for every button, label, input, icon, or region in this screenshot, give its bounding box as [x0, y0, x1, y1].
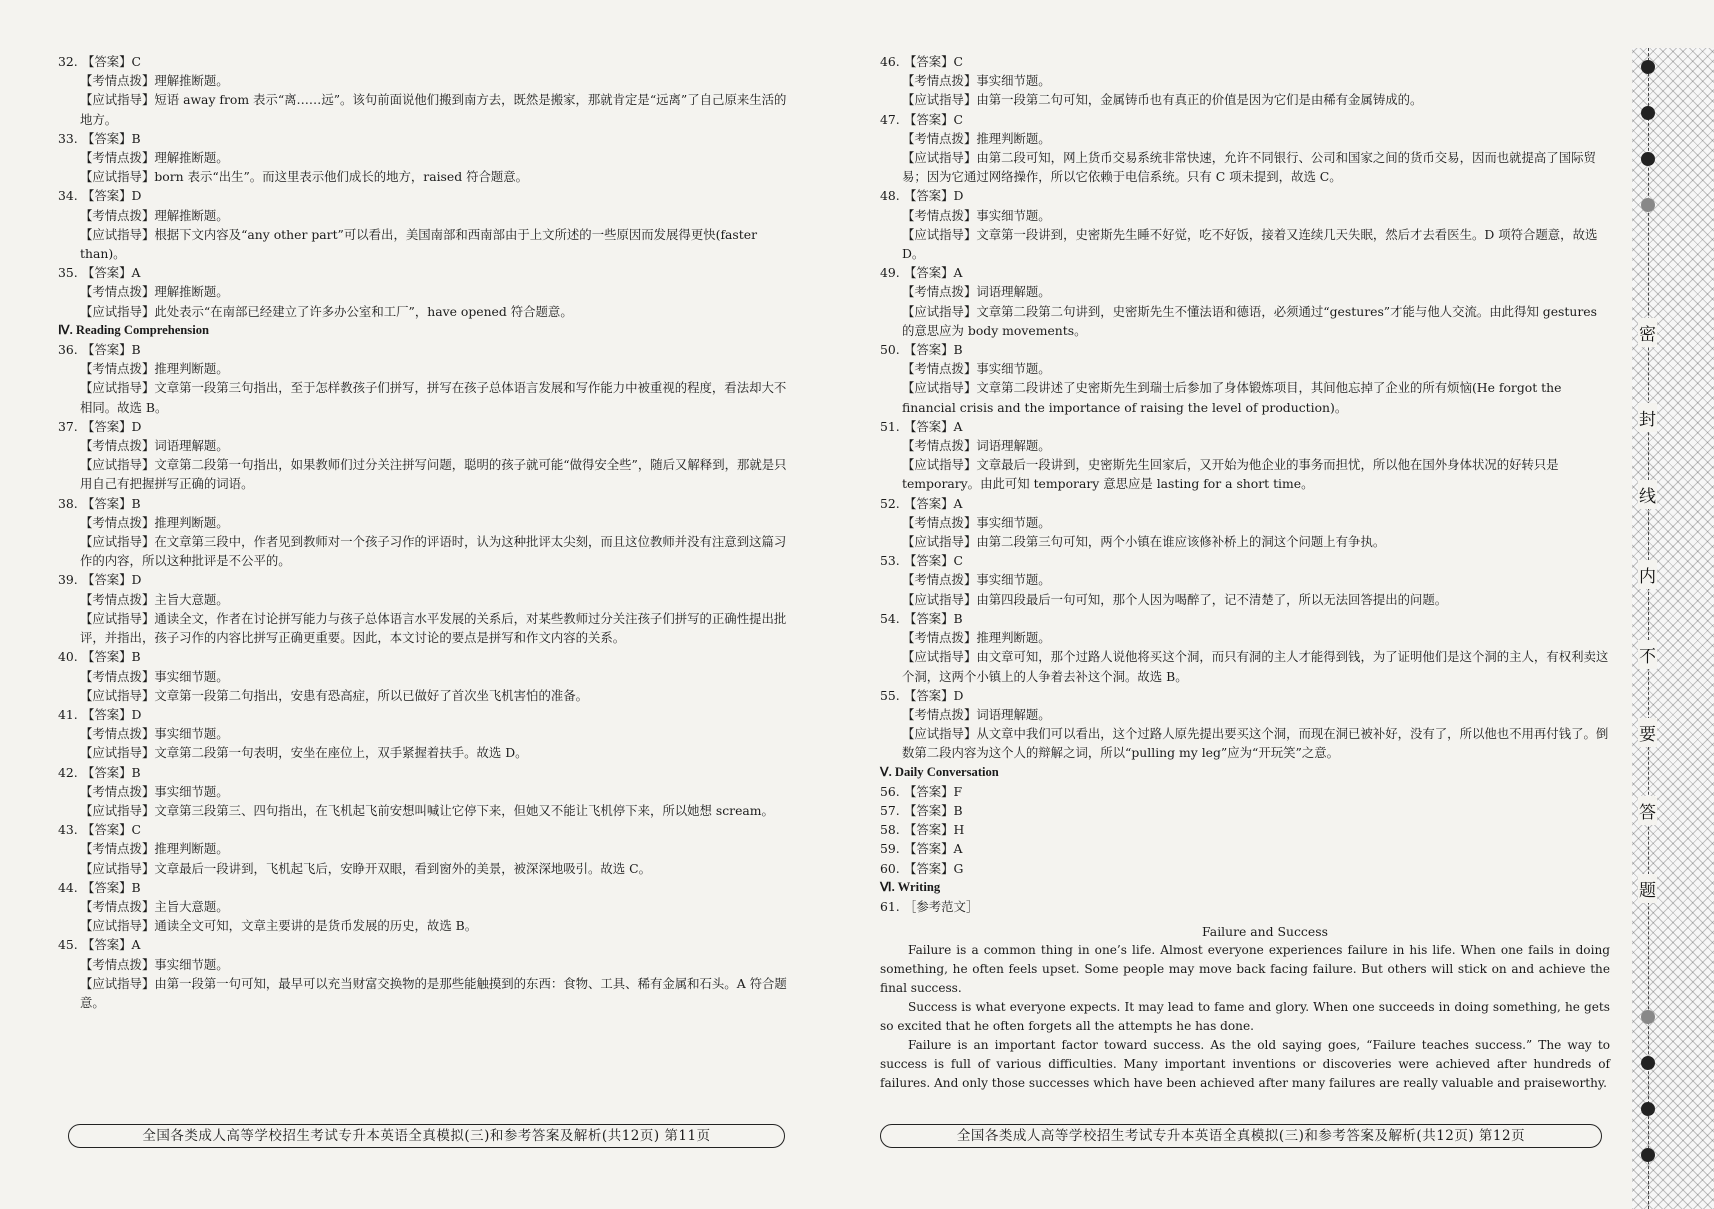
exam-point-text: 【考情点拨】理解推断题。	[80, 207, 229, 223]
guidance	[58, 532, 788, 570]
exam-point	[880, 129, 1610, 148]
guidance-text: 【应试指导】由第四段最后一句可知，那个人因为喝醉了，记不清楚了，所以无法回答提出的问题。	[902, 591, 1448, 607]
guidance-text: 【应试指导】文章第二段讲述了史密斯先生到瑞士后参加了身体锻炼项目，其间他忘掉了企业的所有烦恼(He forgot the financial crisis and the importance of raising the level of production)。	[902, 380, 1562, 415]
right-page	[880, 52, 1610, 1093]
guidance-text: 【应试指导】通读全文可知，文章主要讲的是货币发展的历史，故选 B。	[80, 918, 478, 934]
question-number: 57.	[880, 802, 900, 818]
binding-strip	[1632, 48, 1714, 1209]
answer-line	[58, 570, 788, 589]
answer-line	[58, 820, 788, 839]
exam-point	[58, 897, 788, 916]
answer-line	[880, 494, 1610, 513]
exam-point-text: 【考情点拨】词语理解题。	[902, 706, 1051, 722]
guidance	[58, 743, 788, 762]
exam-point-text: 【考情点拨】事实细节题。	[902, 572, 1051, 588]
guidance	[880, 590, 1610, 609]
guidance-text: 【应试指导】born 表示“出生”。而这里表示他们成长的地方，raised 符合题意。	[80, 169, 529, 185]
answer-entry	[880, 263, 1610, 340]
answer-text: 【答案】B	[82, 495, 141, 511]
answer-text: 【答案】D	[904, 687, 964, 703]
guidance	[880, 532, 1610, 551]
answer-text: 【答案】C	[904, 553, 964, 569]
question-number: 52.	[880, 495, 900, 511]
question-number: 37.	[58, 418, 78, 434]
guidance	[58, 167, 788, 186]
exam-point	[58, 359, 788, 378]
binding-hole-icon	[1641, 106, 1655, 120]
exam-point	[880, 282, 1610, 301]
exam-point-text: 【考情点拨】事实细节题。	[80, 783, 229, 799]
seal-line-char: 不	[1638, 640, 1657, 669]
question-number: 51.	[880, 418, 900, 434]
answer-line	[58, 417, 788, 436]
binding-hole-icon	[1641, 152, 1655, 166]
exam-point-text: 【考情点拨】推理判断题。	[80, 514, 229, 530]
guidance	[880, 724, 1610, 762]
answer-entry	[58, 129, 788, 187]
seal-line-char: 内	[1638, 560, 1657, 589]
guidance-text: 【应试指导】由第一段第一句可知，最早可以充当财富交换物的是那些能触摸到的东西：食物、工具、稀有金属和石头。A 符合题意。	[80, 975, 787, 1010]
answer-entry	[58, 878, 788, 936]
exam-point-text: 【考情点拨】理解推断题。	[80, 284, 229, 300]
exam-point	[880, 71, 1610, 90]
exam-point	[58, 955, 788, 974]
answer-entry	[58, 820, 788, 878]
question-number: 47.	[880, 111, 900, 127]
answer-text: 【答案】D	[82, 418, 142, 434]
exam-point-text: 【考情点拨】词语理解题。	[80, 438, 229, 454]
guidance-text: 【应试指导】文章第一段第三句指出，至于怎样教孩子们拼写，拼写在孩子总体语言发展和写作能力中被重视的程度，看法却大不相同。故选 B。	[80, 380, 787, 415]
answer-line	[880, 609, 1610, 628]
answer-line	[58, 935, 788, 954]
guidance-text: 【应试指导】文章第二段第一句表明，安坐在座位上，双手紧握着扶手。故选 D。	[80, 745, 528, 761]
essay-title: Failure and Success	[1202, 924, 1328, 940]
exam-point	[880, 513, 1610, 532]
exam-point-text: 【考情点拨】推理判断题。	[902, 630, 1051, 646]
essay-paragraph: Success is what everyone expects. It may lead to fame and glory. When one succeeds in doing something, he gets so excited that he often forgets all the attempts he has done.	[880, 1000, 1610, 1034]
guidance	[58, 455, 788, 493]
exam-point-text: 【考情点拨】推理判断题。	[80, 361, 229, 377]
left-page	[58, 52, 788, 1012]
guidance-text: 【应试指导】文章第一段第二句指出，安患有恐高症，所以已做好了首次坐飞机害怕的准备。	[80, 687, 589, 703]
guidance	[58, 90, 788, 128]
exam-point	[58, 667, 788, 686]
guidance	[58, 302, 788, 321]
answer-line	[880, 186, 1610, 205]
guidance	[58, 225, 788, 263]
question-number: 54.	[880, 610, 900, 626]
binding-dashed-line	[1648, 48, 1649, 1209]
exam-point-text: 【考情点拨】事实细节题。	[80, 956, 229, 972]
guidance-text: 【应试指导】由第二段第三句可知，两个小镇在谁应该修补桥上的洞这个问题上有争执。	[902, 534, 1386, 550]
answer-text: 【答案】B	[904, 802, 963, 818]
answer-text: 【答案】D	[82, 188, 142, 204]
answer-line	[58, 186, 788, 205]
answer-line	[58, 494, 788, 513]
answer-entry	[58, 647, 788, 705]
essay-body	[880, 941, 1610, 1093]
exam-point	[880, 628, 1610, 647]
section-heading: Ⅵ. Writing	[880, 879, 941, 894]
essay-paragraph: Failure is a common thing in one’s life. Almost everyone experiences failure in his life. When one fails in doing something, he often feels upset. Some people may move back facing failure. But others will stick on and achieve the final success.	[880, 943, 1610, 996]
guidance-text: 【应试指导】此处表示“在南部已经建立了许多办公室和工厂”，have opened 符合题意。	[80, 303, 573, 319]
answer-text: 【答案】A	[904, 265, 963, 281]
guidance-text: 【应试指导】文章第二段第二句讲到，史密斯先生不懂法语和德语，必须通过“gestures”才能与他人交流。由此得知 gestures 的意思应为 body movements。	[902, 303, 1597, 338]
answer-entry	[880, 609, 1610, 686]
answer-entry	[58, 52, 788, 129]
guidance-text: 【应试指导】文章第三段第三、四句指出，在飞机起飞前安想叫喊让它停下来，但她又不能让飞机停下来，所以她想 scream。	[80, 802, 774, 818]
question-number: 40.	[58, 649, 78, 665]
exam-point-text: 【考情点拨】主旨大意题。	[80, 898, 229, 914]
guidance-text: 【应试指导】根据下文内容及“any other part”可以看出，美国南部和西南部由于上文所述的一些原因而发展得更快(faster than)。	[80, 226, 758, 262]
guidance-text: 【应试指导】由第一段第二句可知，金属铸币也有真正的价值是因为它们是由稀有金属铸成的。	[902, 92, 1423, 108]
guidance	[58, 801, 788, 820]
answer-line	[880, 859, 1610, 878]
answer-text: 【答案】G	[904, 860, 964, 876]
guidance	[58, 609, 788, 647]
question-number: 44.	[58, 879, 78, 895]
exam-point	[58, 590, 788, 609]
answer-text: 【答案】H	[904, 822, 965, 838]
answer-entry	[58, 705, 788, 763]
section-heading: Ⅳ. Reading Comprehension	[58, 322, 209, 337]
guidance	[880, 90, 1610, 109]
answer-text: 【答案】A	[904, 495, 963, 511]
answer-entry	[880, 551, 1610, 609]
question-number: 38.	[58, 495, 78, 511]
answer-text: 【答案】D	[904, 188, 964, 204]
answer-entry	[58, 570, 788, 647]
answer-line	[58, 340, 788, 359]
guidance-text: 【应试指导】从文章中我们可以看出，这个过路人原先提出要买这个洞，而现在洞已被补好，没有了，所以他也不用再付钱了。倒数第二段内容为这个人的辩解之词，所以“pulling my leg”应为“开玩笑”之意。	[902, 726, 1609, 761]
guidance	[880, 455, 1610, 493]
question-number: 53.	[880, 553, 900, 569]
question-number: 56.	[880, 783, 900, 799]
guidance	[880, 378, 1610, 416]
answer-line	[58, 705, 788, 724]
guidance-text: 【应试指导】文章最后一段讲到，史密斯先生回家后，又开始为他企业的事务而担忧，所以他在国外身体状况的好转只是 temporary。由此可知 temporary 意思应是 lasting for a short time。	[902, 457, 1559, 492]
exam-point	[58, 782, 788, 801]
question-number: 39.	[58, 572, 78, 588]
question-number: 58.	[880, 822, 900, 838]
answer-entry	[880, 839, 1610, 858]
guidance-text: 【应试指导】文章第一段讲到，史密斯先生睡不好觉，吃不好饭，接着又连续几天失眠，然后才去看医生。D 项符合题意，故选 D。	[902, 226, 1598, 262]
answer-entry	[58, 935, 788, 1012]
answer-line	[58, 52, 788, 71]
exam-point-text: 【考情点拨】词语理解题。	[902, 284, 1051, 300]
guidance-text: 【应试指导】通读全文，作者在讨论拼写能力与孩子总体语言水平发展的关系后，对某些教师过分关注孩子们拼写的正确性提出批评，并指出，孩子习作的内容比拼写正确更重要。因此，本文讨论的要点是拼写和作文内容的关系。	[80, 610, 787, 646]
answer-line	[880, 263, 1610, 282]
exam-point	[880, 570, 1610, 589]
exam-point-text: 【考情点拨】词语理解题。	[902, 438, 1051, 454]
answer-text: 【答案】A	[904, 418, 963, 434]
exam-point	[880, 206, 1610, 225]
guidance	[58, 686, 788, 705]
answer-line	[880, 801, 1610, 820]
answer-text: 【答案】B	[82, 130, 141, 146]
answer-text: 【答案】B	[82, 342, 141, 358]
guidance-text: 【应试指导】文章第二段第一句指出，如果教师们过分关注拼写问题，聪明的孩子就可能“做得安全些”，随后又解释到，那就是只用自己有把握拼写正确的词语。	[80, 457, 787, 492]
answer-text: 【答案】B	[82, 879, 141, 895]
guidance	[880, 225, 1610, 263]
question-number: 48.	[880, 188, 900, 204]
answer-text: 【答案】F	[904, 783, 963, 799]
seal-line-char: 密	[1638, 318, 1657, 347]
exam-point	[58, 724, 788, 743]
answer-line	[880, 782, 1610, 801]
seal-line-char: 要	[1638, 718, 1657, 747]
guidance	[58, 916, 788, 935]
answer-entry	[880, 417, 1610, 494]
exam-point	[58, 282, 788, 301]
exam-point-text: 【考情点拨】事实细节题。	[902, 207, 1051, 223]
answer-text: 【答案】D	[82, 572, 142, 588]
exam-point-text: 【考情点拨】推理判断题。	[80, 841, 229, 857]
answer-line	[58, 129, 788, 148]
exam-point-text: 【考情点拨】推理判断题。	[902, 130, 1051, 146]
answer-text: 【答案】D	[82, 706, 142, 722]
answer-entry	[58, 494, 788, 571]
exam-point-text: 【考情点拨】事实细节题。	[902, 514, 1051, 530]
answer-entry	[880, 494, 1610, 552]
guidance-text: 【应试指导】由文章可知，那个过路人说他将买这个洞，而只有洞的主人才能得到钱，为了证明他们是这个洞的主人，有权利卖这个洞，这两个小镇上的人争着去补这个洞。故选 B。	[902, 649, 1609, 684]
answer-text: 【答案】A	[904, 841, 963, 857]
question-number: 35.	[58, 265, 78, 281]
answer-text: 【答案】A	[82, 937, 141, 953]
exam-point-text: 【考情点拨】理解推断题。	[80, 150, 229, 166]
guidance-text: 【应试指导】文章最后一段讲到，飞机起飞后，安睁开双眼，看到窗外的美景，被深深地吸引。故选 C。	[80, 860, 651, 876]
question-number: 45.	[58, 937, 78, 953]
seal-line-char: 题	[1638, 874, 1657, 903]
answer-entry	[880, 859, 1610, 878]
seal-line-char: 答	[1638, 796, 1657, 825]
answer-line	[880, 686, 1610, 705]
exam-point-text: 【考情点拨】事实细节题。	[80, 726, 229, 742]
guidance-text: 【应试指导】由第二段可知，网上货币交易系统非常快速，允许不同银行、公司和国家之间的货币交易，因而也就提高了国际贸易；因为它通过网络操作，所以它依赖于电信系统。只有 C 项未提到，故选 C。	[902, 150, 1596, 185]
answer-line	[58, 647, 788, 666]
answer-text: ［参考范文］	[904, 898, 979, 914]
exam-point	[58, 148, 788, 167]
question-number: 49.	[880, 265, 900, 281]
exam-point	[880, 359, 1610, 378]
exam-point	[880, 436, 1610, 455]
answer-text: 【答案】B	[904, 610, 963, 626]
section-heading: Ⅴ. Daily Conversation	[880, 764, 999, 779]
exam-point-text: 【考情点拨】主旨大意题。	[80, 591, 229, 607]
answer-text: 【答案】C	[82, 822, 142, 838]
question-number: 33.	[58, 130, 78, 146]
guidance	[58, 974, 788, 1012]
answer-entry	[880, 340, 1610, 417]
exam-point-text: 【考情点拨】理解推断题。	[80, 73, 229, 89]
answer-line	[58, 763, 788, 782]
guidance-text: 【应试指导】在文章第三段中，作者见到教师对一个孩子习作的评语时，认为这种批评太尖刻，而且这位教师并没有注意到这篇习作的内容，所以这种批评是不公平的。	[80, 534, 787, 569]
exam-point	[58, 513, 788, 532]
guidance	[880, 148, 1610, 186]
exam-point	[880, 705, 1610, 724]
question-number: 50.	[880, 342, 900, 358]
answer-entry	[880, 186, 1610, 263]
answer-line	[880, 52, 1610, 71]
answer-line	[880, 839, 1610, 858]
answer-line	[58, 263, 788, 282]
binding-hole-icon	[1641, 1010, 1655, 1024]
question-number: 34.	[58, 188, 78, 204]
answer-entry	[58, 417, 788, 494]
answer-entry	[880, 110, 1610, 187]
answer-line	[880, 897, 1610, 916]
right-entries	[880, 52, 1610, 916]
answer-entry	[880, 782, 1610, 801]
question-number: 59.	[880, 841, 900, 857]
question-number: 36.	[58, 342, 78, 358]
answer-text: 【答案】B	[82, 764, 141, 780]
binding-hole-icon	[1641, 60, 1655, 74]
binding-hole-icon	[1641, 1056, 1655, 1070]
exam-point	[58, 71, 788, 90]
answer-entry	[58, 340, 788, 417]
seal-line-char: 线	[1638, 480, 1657, 509]
answer-entry	[880, 686, 1610, 763]
question-number: 55.	[880, 687, 900, 703]
question-number: 61.	[880, 898, 900, 914]
answer-entry	[58, 763, 788, 821]
question-number: 46.	[880, 54, 900, 69]
guidance	[880, 302, 1610, 340]
answer-text: 【答案】C	[904, 54, 964, 69]
answer-text: 【答案】A	[82, 265, 141, 281]
guidance	[58, 859, 788, 878]
answer-text: 【答案】C	[904, 111, 964, 127]
exam-point	[58, 436, 788, 455]
question-number: 43.	[58, 822, 78, 838]
answer-entry	[880, 801, 1610, 820]
essay-paragraph: Failure is an important factor toward success. As the old saying goes, “Failure teaches success.” The way to success is full of various difficulties. Many important inventions or discoveries were achieved after hundreds of failures. And only those successes which have been achieved after many failures are really valuable and praiseworthy.	[880, 1038, 1610, 1091]
question-number: 42.	[58, 764, 78, 780]
exam-point-text: 【考情点拨】事实细节题。	[902, 73, 1051, 89]
answer-line	[880, 110, 1610, 129]
answer-text: 【答案】B	[82, 649, 141, 665]
answer-entry	[880, 897, 1610, 916]
answer-text: 【答案】B	[904, 342, 963, 358]
guidance-text: 【应试指导】短语 away from 表示“离……远”。该句前面说他们搬到南方去，既然是搬家，那就肯定是“远离”了自己原来生活的地方。	[80, 92, 787, 127]
binding-hole-icon	[1641, 1102, 1655, 1116]
exam-point-text: 【考情点拨】事实细节题。	[902, 361, 1051, 377]
guidance	[58, 378, 788, 416]
exam-point-text: 【考情点拨】事实细节题。	[80, 668, 229, 684]
answer-entry	[58, 263, 788, 321]
answer-entry	[58, 186, 788, 263]
exam-point	[58, 206, 788, 225]
answer-entry	[880, 52, 1610, 110]
question-number: 41.	[58, 706, 78, 722]
question-number: 32.	[58, 54, 78, 69]
answer-entry	[880, 820, 1610, 839]
binding-hole-icon	[1641, 1148, 1655, 1162]
answer-line	[880, 340, 1610, 359]
seal-line-char: 封	[1638, 403, 1657, 432]
answer-line	[880, 551, 1610, 570]
answer-line	[58, 878, 788, 897]
exam-point	[58, 839, 788, 858]
right-page-footer: 全国各类成人高等学校招生考试专升本英语全真模拟(三)和参考答案及解析(共12页) 第12页	[880, 1124, 1602, 1148]
left-page-footer: 全国各类成人高等学校招生考试专升本英语全真模拟(三)和参考答案及解析(共12页) 第11页	[68, 1124, 785, 1148]
binding-hole-icon	[1641, 198, 1655, 212]
answer-text: 【答案】C	[82, 54, 142, 69]
guidance	[880, 647, 1610, 685]
answer-line	[880, 417, 1610, 436]
question-number: 60.	[880, 860, 900, 876]
answer-line	[880, 820, 1610, 839]
